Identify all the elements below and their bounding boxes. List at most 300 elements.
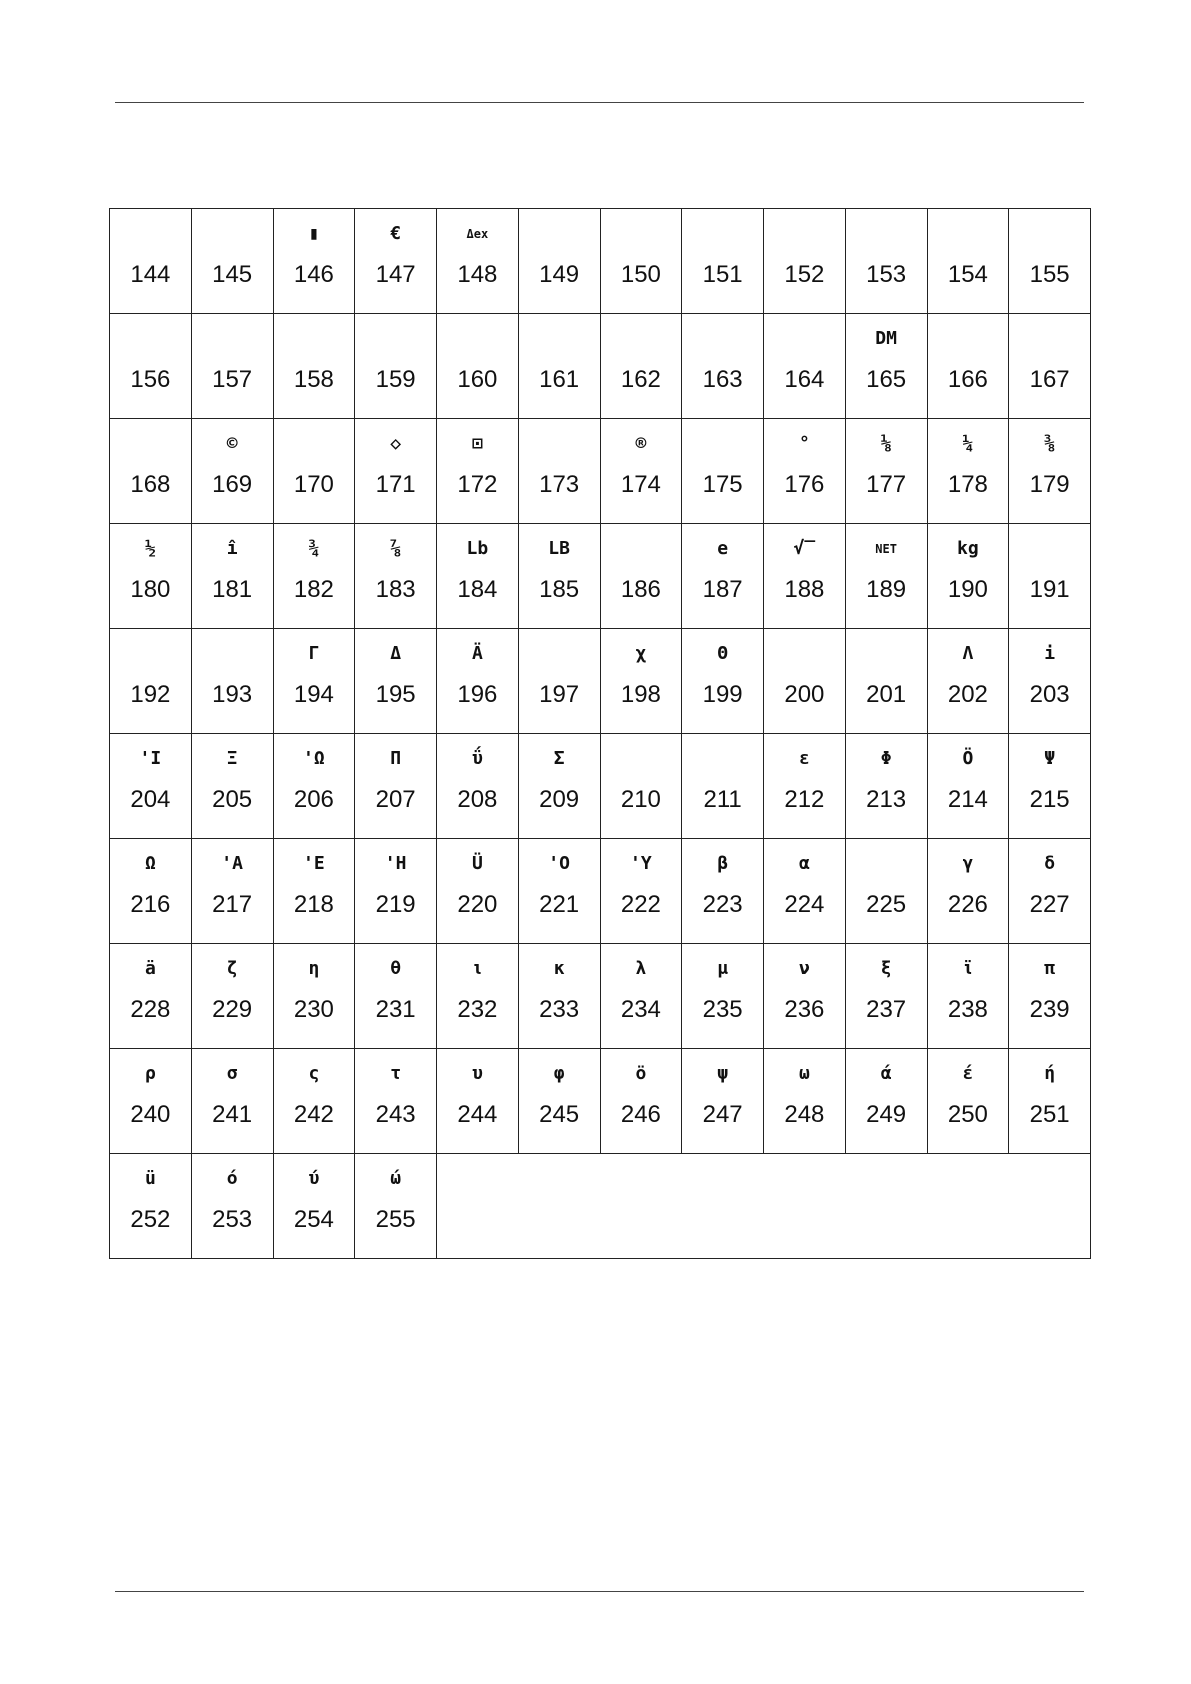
character-glyph: κ	[553, 958, 565, 979]
empty-cell-span	[437, 1154, 1091, 1259]
character-glyph: Θ	[717, 643, 729, 664]
character-glyph: ü	[144, 1168, 156, 1189]
character-code: 205	[212, 786, 253, 813]
character-glyph	[1009, 326, 1090, 352]
character-code: 234	[620, 996, 661, 1023]
character-code: 175	[702, 471, 743, 498]
character-cell	[845, 524, 927, 629]
character-cell	[273, 524, 355, 629]
character-cell	[355, 839, 437, 944]
character-code: 209	[539, 786, 580, 813]
character-code: 172	[457, 471, 498, 498]
character-cell	[355, 944, 437, 1049]
character-glyph: ΰ	[471, 748, 483, 769]
character-glyph	[764, 221, 845, 247]
character-code: 157	[212, 366, 253, 393]
character-glyph: Ξ	[226, 748, 238, 769]
character-cell	[518, 1049, 600, 1154]
character-cell	[355, 734, 437, 839]
character-code: 165	[866, 366, 907, 393]
character-code: 153	[866, 261, 907, 288]
character-code: 255	[375, 1206, 416, 1233]
character-glyph	[601, 746, 682, 772]
character-code: 232	[457, 996, 498, 1023]
character-code: 180	[130, 576, 171, 603]
character-code: 220	[457, 891, 498, 918]
character-code: 182	[293, 576, 334, 603]
character-code: 144	[130, 261, 171, 288]
character-code: 207	[375, 786, 416, 813]
character-glyph: Π	[390, 748, 402, 769]
character-cell	[518, 419, 600, 524]
character-glyph: Φ	[880, 748, 892, 769]
character-glyph: ▮	[308, 223, 320, 244]
character-cell	[437, 419, 519, 524]
character-code: 250	[947, 1101, 988, 1128]
character-code: 186	[620, 576, 661, 603]
table-row	[110, 629, 1091, 734]
character-glyph: α	[798, 853, 810, 874]
character-glyph: ◇	[390, 433, 402, 454]
character-cell	[518, 524, 600, 629]
character-cell	[845, 209, 927, 314]
character-cell	[273, 839, 355, 944]
character-glyph: λ	[635, 958, 647, 979]
header-rule	[115, 102, 1084, 103]
character-glyph	[764, 641, 845, 667]
character-cell	[110, 314, 192, 419]
character-code-table-body	[110, 209, 1091, 1259]
character-cell	[600, 209, 682, 314]
character-glyph: 'Ω	[303, 748, 325, 769]
character-glyph	[110, 221, 191, 247]
character-code: 200	[784, 681, 825, 708]
character-cell	[110, 629, 192, 734]
character-cell	[518, 944, 600, 1049]
character-cell	[1009, 734, 1091, 839]
character-cell	[437, 314, 519, 419]
character-cell	[273, 629, 355, 734]
character-glyph	[437, 326, 518, 352]
character-cell	[273, 209, 355, 314]
character-code: 147	[375, 261, 416, 288]
character-glyph: ξ	[880, 958, 892, 979]
character-code: 244	[457, 1101, 498, 1128]
character-cell	[273, 734, 355, 839]
character-code: 254	[293, 1206, 334, 1233]
character-code: 178	[947, 471, 988, 498]
character-glyph: Σ	[553, 748, 565, 769]
character-glyph	[601, 326, 682, 352]
character-cell	[927, 734, 1009, 839]
character-glyph	[519, 221, 600, 247]
character-glyph: €	[390, 223, 402, 244]
character-cell	[682, 209, 764, 314]
table-row	[110, 524, 1091, 629]
table-row	[110, 209, 1091, 314]
character-code: 223	[702, 891, 743, 918]
character-glyph: i	[1044, 643, 1056, 664]
character-code: 177	[866, 471, 907, 498]
character-code: 161	[539, 366, 580, 393]
character-glyph: φ	[553, 1063, 565, 1084]
character-cell	[1009, 629, 1091, 734]
character-glyph: ω	[798, 1063, 810, 1084]
character-cell	[845, 314, 927, 419]
character-glyph	[764, 326, 845, 352]
character-glyph: ψ	[717, 1063, 729, 1084]
character-glyph: ½	[144, 538, 156, 559]
character-code: 188	[784, 576, 825, 603]
character-glyph: 'Υ	[630, 853, 652, 874]
character-code: 163	[702, 366, 743, 393]
table-row	[110, 734, 1091, 839]
character-cell	[682, 419, 764, 524]
character-cell	[437, 839, 519, 944]
character-glyph	[682, 221, 763, 247]
character-glyph	[928, 221, 1009, 247]
character-glyph: Ψ	[1044, 748, 1056, 769]
character-code: 174	[620, 471, 661, 498]
character-cell	[927, 1049, 1009, 1154]
character-code: 191	[1029, 576, 1070, 603]
character-glyph: DM	[875, 328, 897, 349]
character-code: 158	[293, 366, 334, 393]
character-cell	[273, 314, 355, 419]
character-code: 219	[375, 891, 416, 918]
character-code: 224	[784, 891, 825, 918]
character-glyph: ⊡	[471, 433, 483, 454]
character-cell	[600, 839, 682, 944]
character-cell	[1009, 419, 1091, 524]
character-glyph	[192, 221, 273, 247]
character-code: 213	[866, 786, 907, 813]
character-glyph: ν	[798, 958, 810, 979]
character-glyph: ⅞	[390, 538, 402, 559]
character-glyph: γ	[962, 853, 974, 874]
character-code: 193	[212, 681, 253, 708]
character-code: 197	[539, 681, 580, 708]
character-code: 181	[212, 576, 253, 603]
character-glyph: δ	[1044, 853, 1056, 874]
character-code: 148	[457, 261, 498, 288]
character-glyph: σ	[226, 1063, 238, 1084]
character-cell	[682, 1049, 764, 1154]
character-glyph	[519, 641, 600, 667]
character-glyph: 'Ι	[139, 748, 162, 769]
character-glyph: π	[1044, 958, 1056, 979]
character-glyph: 'Α	[221, 853, 243, 874]
character-code: 216	[130, 891, 171, 918]
character-code: 183	[375, 576, 416, 603]
character-cell	[927, 524, 1009, 629]
character-cell	[600, 1049, 682, 1154]
character-glyph: Lb	[466, 538, 489, 559]
table-row	[110, 944, 1091, 1049]
character-glyph: Ü	[471, 853, 483, 874]
character-code: 233	[539, 996, 580, 1023]
character-cell	[600, 629, 682, 734]
character-code: 208	[457, 786, 498, 813]
character-glyph: θ	[390, 958, 402, 979]
character-cell	[764, 209, 846, 314]
character-cell	[437, 944, 519, 1049]
character-cell	[1009, 839, 1091, 944]
character-code: 198	[620, 681, 661, 708]
character-cell	[191, 944, 273, 1049]
character-code: 176	[784, 471, 825, 498]
character-cell	[927, 629, 1009, 734]
character-cell	[110, 419, 192, 524]
character-glyph	[192, 641, 273, 667]
character-cell	[518, 209, 600, 314]
character-cell	[845, 419, 927, 524]
character-code: 184	[457, 576, 498, 603]
character-glyph	[601, 221, 682, 247]
character-glyph: υ	[471, 1063, 483, 1084]
character-code: 226	[947, 891, 988, 918]
character-cell	[682, 839, 764, 944]
character-code: 169	[212, 471, 253, 498]
character-code: 243	[375, 1101, 416, 1128]
character-glyph: Δ	[390, 643, 402, 664]
character-code: 146	[293, 261, 334, 288]
character-code: 222	[620, 891, 661, 918]
character-code: 204	[130, 786, 171, 813]
character-glyph	[846, 851, 927, 877]
character-cell	[191, 734, 273, 839]
character-cell	[682, 734, 764, 839]
character-glyph: ä	[144, 958, 156, 979]
character-code: 221	[539, 891, 580, 918]
character-code: 210	[620, 786, 661, 813]
character-code: 214	[947, 786, 988, 813]
character-code: 251	[1029, 1101, 1070, 1128]
character-cell	[355, 524, 437, 629]
character-glyph: î	[226, 538, 238, 559]
character-glyph: ή	[1044, 1063, 1056, 1084]
character-code: 199	[702, 681, 743, 708]
character-code: 239	[1029, 996, 1070, 1023]
character-code: 206	[293, 786, 334, 813]
character-code: 246	[620, 1101, 661, 1128]
character-glyph: ¼	[962, 433, 974, 454]
character-code: 189	[866, 576, 907, 603]
character-cell	[518, 734, 600, 839]
character-glyph: έ	[962, 1063, 974, 1084]
character-code: 173	[539, 471, 580, 498]
character-code: 227	[1029, 891, 1070, 918]
character-code: 192	[130, 681, 171, 708]
character-glyph	[682, 326, 763, 352]
character-cell	[355, 419, 437, 524]
character-code: 245	[539, 1101, 580, 1128]
character-glyph	[192, 326, 273, 352]
character-cell	[764, 629, 846, 734]
character-cell	[191, 1154, 273, 1259]
character-cell	[845, 839, 927, 944]
character-code: 212	[784, 786, 825, 813]
character-cell	[682, 629, 764, 734]
character-glyph	[519, 431, 600, 457]
character-glyph: Ä	[471, 643, 483, 664]
character-cell	[273, 1154, 355, 1259]
character-glyph: ε	[798, 748, 810, 769]
character-glyph	[519, 326, 600, 352]
character-glyph: β	[717, 853, 729, 874]
character-cell	[355, 629, 437, 734]
character-glyph: ς	[308, 1063, 320, 1084]
character-glyph: NET	[875, 542, 897, 556]
character-code: 151	[702, 261, 743, 288]
character-code: 171	[375, 471, 416, 498]
character-cell	[518, 629, 600, 734]
footer-rule	[115, 1591, 1084, 1592]
character-cell	[682, 524, 764, 629]
character-glyph: ι	[471, 958, 483, 979]
table-row	[110, 1154, 1091, 1259]
character-cell	[600, 734, 682, 839]
character-code: 201	[866, 681, 907, 708]
character-code: 225	[866, 891, 907, 918]
character-cell	[273, 1049, 355, 1154]
character-cell	[191, 314, 273, 419]
character-glyph: ζ	[226, 958, 238, 979]
character-glyph: ώ	[390, 1168, 402, 1189]
character-cell	[845, 944, 927, 1049]
character-cell	[1009, 944, 1091, 1049]
character-code: 185	[539, 576, 580, 603]
character-glyph	[110, 326, 191, 352]
character-code: 247	[702, 1101, 743, 1128]
character-glyph	[928, 326, 1009, 352]
character-glyph: ¾	[308, 538, 320, 559]
character-glyph	[110, 431, 191, 457]
character-code: 190	[947, 576, 988, 603]
character-cell	[110, 944, 192, 1049]
table-row	[110, 314, 1091, 419]
character-glyph: √‾	[793, 538, 816, 559]
character-cell	[437, 1049, 519, 1154]
character-glyph: Δex	[466, 227, 489, 241]
character-glyph: Ω	[144, 853, 156, 874]
character-glyph: 'Ε	[303, 853, 325, 874]
character-cell	[355, 314, 437, 419]
character-cell	[1009, 209, 1091, 314]
character-glyph: e	[717, 538, 729, 559]
character-code: 241	[212, 1101, 253, 1128]
character-glyph: μ	[717, 958, 729, 979]
character-code: 170	[293, 471, 334, 498]
character-cell	[191, 1049, 273, 1154]
character-code: 168	[130, 471, 171, 498]
character-code: 179	[1029, 471, 1070, 498]
character-cell	[273, 944, 355, 1049]
character-code: 159	[375, 366, 416, 393]
character-glyph: χ	[635, 643, 647, 664]
character-glyph	[846, 641, 927, 667]
character-code: 249	[866, 1101, 907, 1128]
character-code: 215	[1029, 786, 1070, 813]
character-code: 155	[1029, 261, 1070, 288]
character-code: 218	[293, 891, 334, 918]
character-code: 228	[130, 996, 171, 1023]
character-cell	[764, 1049, 846, 1154]
character-cell	[845, 629, 927, 734]
character-glyph	[1009, 536, 1090, 562]
character-cell	[110, 734, 192, 839]
character-cell	[600, 314, 682, 419]
character-cell	[927, 209, 1009, 314]
character-code: 162	[620, 366, 661, 393]
character-code: 196	[457, 681, 498, 708]
character-code: 156	[130, 366, 171, 393]
character-code: 231	[375, 996, 416, 1023]
character-glyph: ϊ	[962, 958, 974, 979]
character-cell	[110, 839, 192, 944]
table-row	[110, 839, 1091, 944]
character-code: 203	[1029, 681, 1070, 708]
character-code: 154	[947, 261, 988, 288]
character-glyph	[274, 431, 355, 457]
character-code: 248	[784, 1101, 825, 1128]
character-cell	[764, 944, 846, 1049]
character-glyph: Γ	[308, 643, 320, 664]
character-code: 230	[293, 996, 334, 1023]
character-glyph: ö	[635, 1063, 647, 1084]
character-code: 164	[784, 366, 825, 393]
character-cell	[600, 944, 682, 1049]
character-glyph: 'Ο	[548, 853, 570, 874]
character-glyph: Ö	[962, 748, 974, 769]
character-cell	[110, 209, 192, 314]
character-code: 235	[702, 996, 743, 1023]
character-cell	[437, 734, 519, 839]
character-cell	[764, 734, 846, 839]
character-code: 167	[1029, 366, 1070, 393]
character-cell	[1009, 1049, 1091, 1154]
character-cell	[927, 419, 1009, 524]
character-glyph: ό	[226, 1168, 238, 1189]
character-glyph	[355, 326, 436, 352]
character-cell	[600, 524, 682, 629]
character-glyph	[601, 536, 682, 562]
character-cell	[355, 1049, 437, 1154]
character-glyph	[682, 431, 763, 457]
character-code: 149	[539, 261, 580, 288]
character-cell	[764, 839, 846, 944]
character-glyph: ⅜	[1044, 433, 1056, 454]
character-glyph: LB	[548, 538, 570, 559]
character-cell	[927, 839, 1009, 944]
character-cell	[191, 209, 273, 314]
character-code: 150	[620, 261, 661, 288]
character-cell	[110, 1049, 192, 1154]
character-cell	[764, 419, 846, 524]
character-glyph	[846, 221, 927, 247]
character-code: 152	[784, 261, 825, 288]
character-cell	[191, 524, 273, 629]
character-cell	[355, 209, 437, 314]
character-cell	[927, 314, 1009, 419]
character-glyph: ρ	[144, 1063, 156, 1084]
character-glyph: ©	[226, 433, 238, 454]
character-code: 202	[947, 681, 988, 708]
character-code: 237	[866, 996, 907, 1023]
character-cell	[927, 944, 1009, 1049]
character-code: 187	[702, 576, 743, 603]
character-code: 166	[947, 366, 988, 393]
